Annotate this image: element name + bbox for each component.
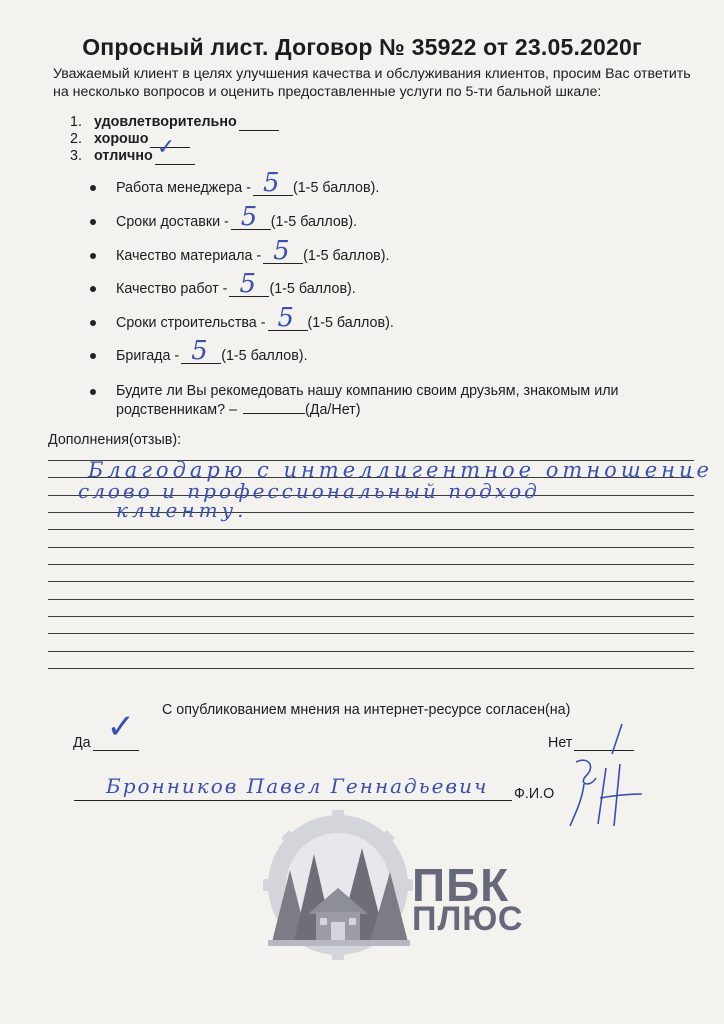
rating-score: 5 (191, 336, 208, 366)
recommend-question (90, 383, 676, 419)
rating-score-field[interactable] (229, 269, 269, 299)
yes-checkmark: ✓ (106, 707, 136, 747)
rating-label: Качество материала - (116, 248, 262, 264)
rating-range: (1-5 баллов). (303, 248, 390, 264)
rating-item (90, 168, 690, 198)
yes-label: Да (73, 735, 91, 751)
rating-score: 5 (273, 236, 290, 266)
rating-range: (1-5 баллов). (270, 214, 358, 230)
rating-label: Бригада - (116, 348, 180, 364)
signature-icon (570, 760, 642, 826)
level-label: хорошо (94, 131, 149, 147)
review-line (48, 651, 694, 652)
no-label: Нет (548, 735, 573, 751)
yes-field[interactable] (93, 707, 139, 751)
level-number: 3. (70, 148, 82, 164)
rating-score-field[interactable] (181, 336, 221, 366)
recommend-answer-options: (Да/Нет) (305, 402, 361, 418)
fio-label: Ф.И.О (514, 786, 555, 802)
rating-score: 5 (239, 269, 256, 299)
consent-no (548, 735, 634, 751)
rating-score: 5 (277, 303, 295, 333)
rating-levels-list (70, 114, 279, 165)
additions-label: Дополнения(отзыв): (48, 432, 182, 448)
bullet-icon (90, 185, 96, 191)
rating-label: Работа менеджера - (116, 180, 251, 196)
fio-line (74, 800, 512, 801)
bullet-icon (90, 389, 96, 395)
level-label: удовлетворительно (94, 114, 237, 130)
level-number: 2. (70, 131, 82, 147)
review-handwriting-1: Благодарю с интеллигентное отношение (88, 458, 713, 482)
no-field[interactable] (574, 737, 634, 751)
review-line (48, 547, 694, 548)
consent-yes (73, 707, 139, 751)
rating-score: 5 (240, 202, 258, 232)
rating-score-field[interactable] (231, 202, 271, 232)
rating-item (90, 303, 690, 333)
logo-text-pbk: ПБК (412, 859, 510, 911)
level-blank[interactable] (239, 117, 279, 131)
bullet-icon (90, 286, 96, 292)
rating-range: (1-5 баллов). (221, 348, 308, 364)
rating-score-field[interactable] (268, 303, 308, 333)
rating-range: (1-5 баллов). (292, 180, 380, 196)
fio-handwriting: Бронников Павел Геннадьевич (106, 774, 489, 798)
rating-score-field[interactable] (253, 168, 293, 198)
review-line (48, 564, 694, 565)
bullet-icon (90, 353, 96, 359)
level-checkmark: ✓ (156, 135, 176, 160)
rating-item (90, 202, 690, 232)
review-line (48, 581, 694, 582)
consent-text: С опубликованием мнения на интернет-ресурсе согласен(на) (162, 702, 571, 718)
review-handwriting-2: слово и профессиональный подход (78, 479, 540, 503)
rating-label: Сроки доставки - (116, 214, 229, 230)
recommend-answer-field[interactable] (243, 400, 305, 414)
rating-item (90, 269, 690, 299)
bullet-icon (90, 320, 96, 326)
review-line (48, 599, 694, 600)
review-line (48, 616, 694, 617)
bullet-icon (90, 219, 96, 225)
intro-text: Уважаемый клиент в целях улучшения качества и обслуживания клиентов, просим Вас ответить на несколько вопросов и оценить предоставленные услуги по 5-ти бальной шкале: (53, 66, 691, 100)
review-line (48, 668, 694, 669)
rating-range: (1-5 баллов). (307, 315, 394, 331)
bullet-icon (90, 253, 96, 259)
rating-range: (1-5 баллов). (269, 281, 356, 297)
level-item (70, 114, 279, 131)
rating-score: 5 (262, 168, 280, 198)
rating-label: Качество работ - (116, 281, 228, 297)
rating-label: Сроки строительства - (116, 315, 266, 331)
level-label: отлично (94, 148, 153, 164)
logo-text-plus: ПЛЮС (412, 900, 524, 938)
review-line (48, 529, 694, 530)
review-handwriting-3: клиенту. (116, 498, 248, 522)
rating-item (90, 236, 690, 266)
level-number: 1. (70, 114, 82, 130)
review-line (48, 633, 694, 634)
level-blank[interactable] (155, 135, 195, 165)
page-title: Опросный лист. Договор № 35922 от 23.05.2020г (82, 34, 642, 60)
rating-item (90, 336, 690, 366)
rating-score-field[interactable] (263, 236, 303, 266)
recommend-question-text: Будите ли Вы рекомедовать нашу компанию своим друзьям, знакомым или родственникам? – (116, 383, 619, 418)
